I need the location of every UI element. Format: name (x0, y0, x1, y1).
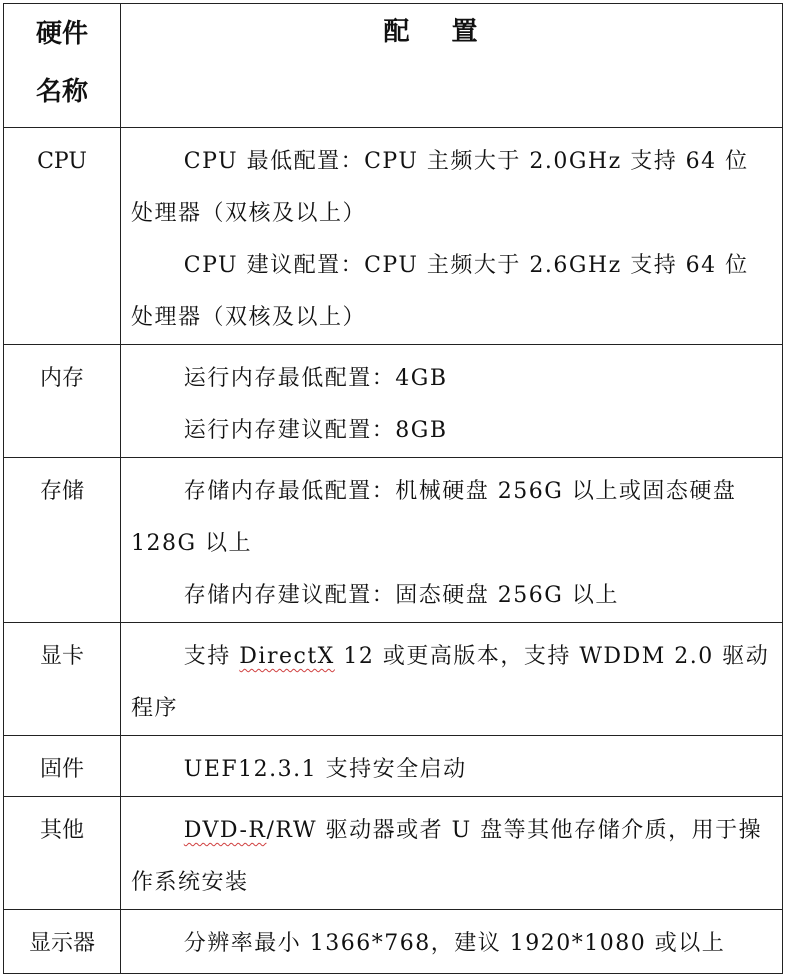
firmware-config: UEF12.3.1 支持安全启动 (183, 757, 467, 782)
table-row-memory (4, 345, 783, 458)
row-config-storage (121, 458, 783, 623)
hardware-config-table (3, 3, 783, 974)
other-config-suffix: /RW 驱动器或者 U 盘等其他存储介质，用于操作系统安装 (131, 818, 763, 895)
table-row-display (4, 910, 783, 974)
table-row-other (4, 797, 783, 910)
cpu-recommended-config: CPU 建议配置：CPU 主频大于 2.6GHz 支持 64 位处理器（双核及以上） (131, 253, 749, 330)
row-name-firmware: 固件 (4, 736, 121, 797)
table-row-cpu (4, 128, 783, 345)
row-name-other: 其他 (4, 797, 121, 910)
row-config-graphics (121, 623, 783, 736)
header-configuration: 配置 (121, 4, 783, 128)
row-name-graphics: 显卡 (4, 623, 121, 736)
graphics-config-suffix: 12 或更高版本，支持 WDDM 2.0 驱动程序 (131, 644, 770, 721)
display-config: 分辨率最小 1366*768，建议 1920*1080 或以上 (183, 931, 726, 956)
row-name-cpu: CPU (4, 128, 121, 345)
graphics-config-directx: DirectX (239, 644, 335, 669)
storage-min-config: 存储内存最低配置：机械硬盘 256G 以上或固态硬盘 128G 以上 (131, 479, 737, 556)
other-config (131, 805, 772, 909)
header-hardware-name (4, 4, 121, 128)
cpu-min-config: CPU 最低配置：CPU 主频大于 2.0GHz 支持 64 位处理器（双核及以上） (131, 149, 749, 226)
memory-min-config: 运行内存最低配置：4GB (183, 366, 448, 391)
row-config-other (121, 797, 783, 910)
row-name-storage: 存储 (4, 458, 121, 623)
row-config-memory (121, 345, 783, 458)
row-name-memory: 内存 (4, 345, 121, 458)
graphics-config (131, 631, 772, 735)
other-config-dvd: DVD-R (183, 818, 267, 843)
table-row-storage (4, 458, 783, 623)
row-config-cpu (121, 128, 783, 345)
header-hardware-name-line1: 硬件 (35, 19, 88, 49)
storage-recommended-config: 存储内存建议配置：固态硬盘 256G 以上 (183, 583, 619, 608)
graphics-config-prefix: 支持 (183, 644, 240, 669)
table-row-firmware (4, 736, 783, 797)
row-config-firmware (121, 736, 783, 797)
table-header-row (4, 4, 783, 128)
memory-recommended-config: 运行内存建议配置：8GB (183, 418, 448, 443)
table-row-graphics (4, 623, 783, 736)
header-hardware-name-line2: 名称 (35, 77, 88, 107)
row-config-display (121, 910, 783, 974)
row-name-display: 显示器 (4, 910, 121, 974)
